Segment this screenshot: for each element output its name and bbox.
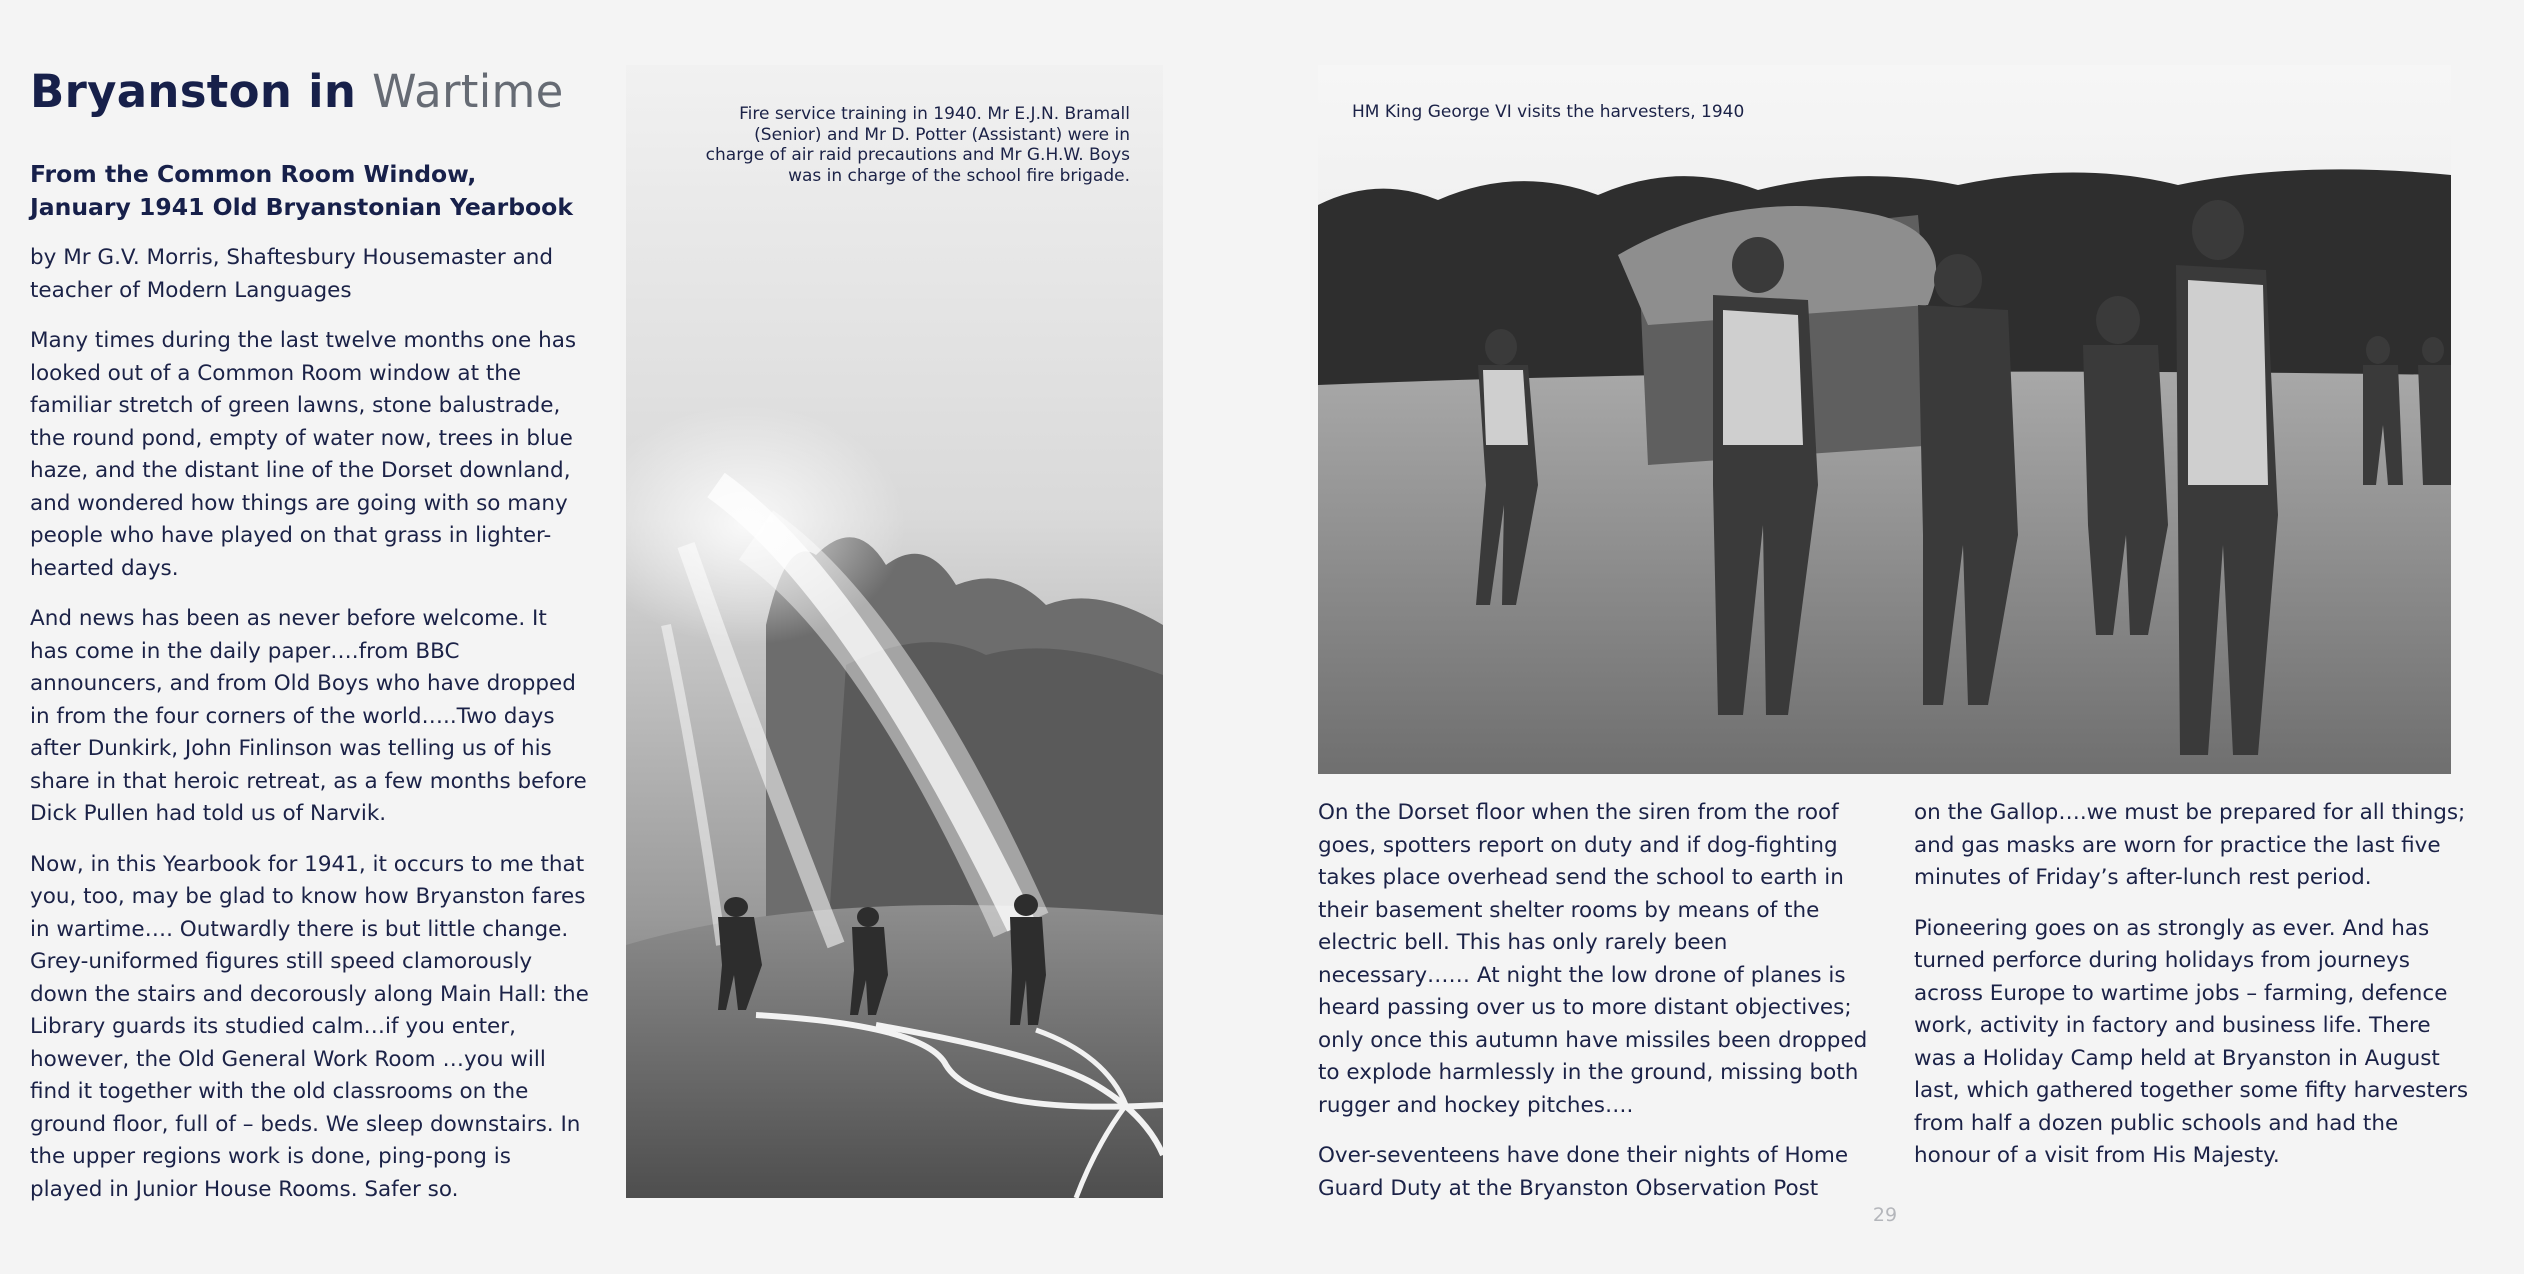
paragraph: And news has been as never before welcome. It has come in the daily paper….from BBC announcers, and from Old Boys who have dropped in from the four corners of the world…..Two days after Dunkirk, John Finlinson was telling us of his share in that heroic retreat, as a few months before Dick Pullen had told us of Narvik.: [30, 606, 587, 826]
paragraph: On the Dorset floor when the siren from the roof goes, spotters report on duty and if dog-fighting takes place overhead send the school to earth in their basement shelter rooms by means of the electric bell. This has only rarely been necessary…… At night the low drone of planes is heard passing over us to more distant objectives; only once this autumn have missiles been dropped to explode harmlessly in the ground, missing both rugger and hockey pitches….: [1318, 800, 1868, 1118]
subhead-line-1: From the Common Room Window,: [30, 160, 477, 188]
paragraph: Pioneering goes on as strongly as ever. And has turned perforce during holidays from journeys across Europe to wartime jobs – farming, defence work, activity in factory and business life. There was a Holiday Camp held at Bryanston in August last, which gathered together some fifty harvesters from half a dozen public schools and had the honour of a visit from His Majesty.: [1914, 915, 2469, 1168]
paragraph: Many times during the last twelve months one has looked out of a Common Room window at the familiar stretch of green lawns, stone balustrade, the round pond, empty of water now, trees in blue haze, and the distant line of the Dorset downland, and wondered how things are going with so many people who have played on that grass in lighter-hearted days.: [30, 328, 577, 581]
fire-photo-caption: Fire service training in 1940. Mr E.J.N. Bramall (Senior) and Mr D. Potter (Assistant) were in charge of air raid precautions and Mr G.H.W. Boys was in charge of the school fire brigade.: [705, 104, 1130, 186]
article-subheading: [30, 158, 590, 223]
fire-service-photo-image: [626, 65, 1163, 1198]
paragraph: Over-seventeens have done their nights of Home Guard Duty at the Bryanston Observation Post: [1318, 1143, 1849, 1201]
middle-text-column: [1318, 797, 1878, 1223]
paragraph: Now, in this Yearbook for 1941, it occurs to me that you, too, may be glad to know how Bryanston fares in wartime…. Outwardly there is but little change. Grey-uniformed figures still speed clamorously down the stairs and decorously along Main Hall: the Library guards its studied calm…if you enter, however, the Old General Work Room …you will find it together with the old classrooms on the ground floor, full of – beds. We sleep downstairs. In the upper regions work is done, ping-pong is played in Junior House Rooms. Safer so.: [30, 851, 589, 1202]
page-title: [30, 62, 564, 122]
subhead-line-2: January 1941 Old Bryanstonian Yearbook: [30, 192, 573, 221]
page-number: 29: [1872, 1204, 1898, 1226]
title-light: Wartime: [372, 65, 564, 118]
king-photo-caption: HM King George VI visits the harvesters, 1940: [1352, 102, 1745, 122]
fire-service-photo: [626, 65, 1163, 1198]
byline: by Mr G.V. Morris, Shaftesbury Housemaster and teacher of Modern Languages: [30, 245, 554, 303]
king-harvesters-photo-image: [1318, 65, 2451, 774]
title-bold: Bryanston in: [30, 65, 357, 118]
paragraph: on the Gallop….we must be prepared for all things; and gas masks are worn for practice the last five minutes of Friday’s after-lunch rest period.: [1914, 800, 2466, 890]
right-text-column: [1914, 797, 2474, 1191]
king-harvesters-photo: [1318, 65, 2451, 774]
left-text-column: [30, 242, 590, 1224]
